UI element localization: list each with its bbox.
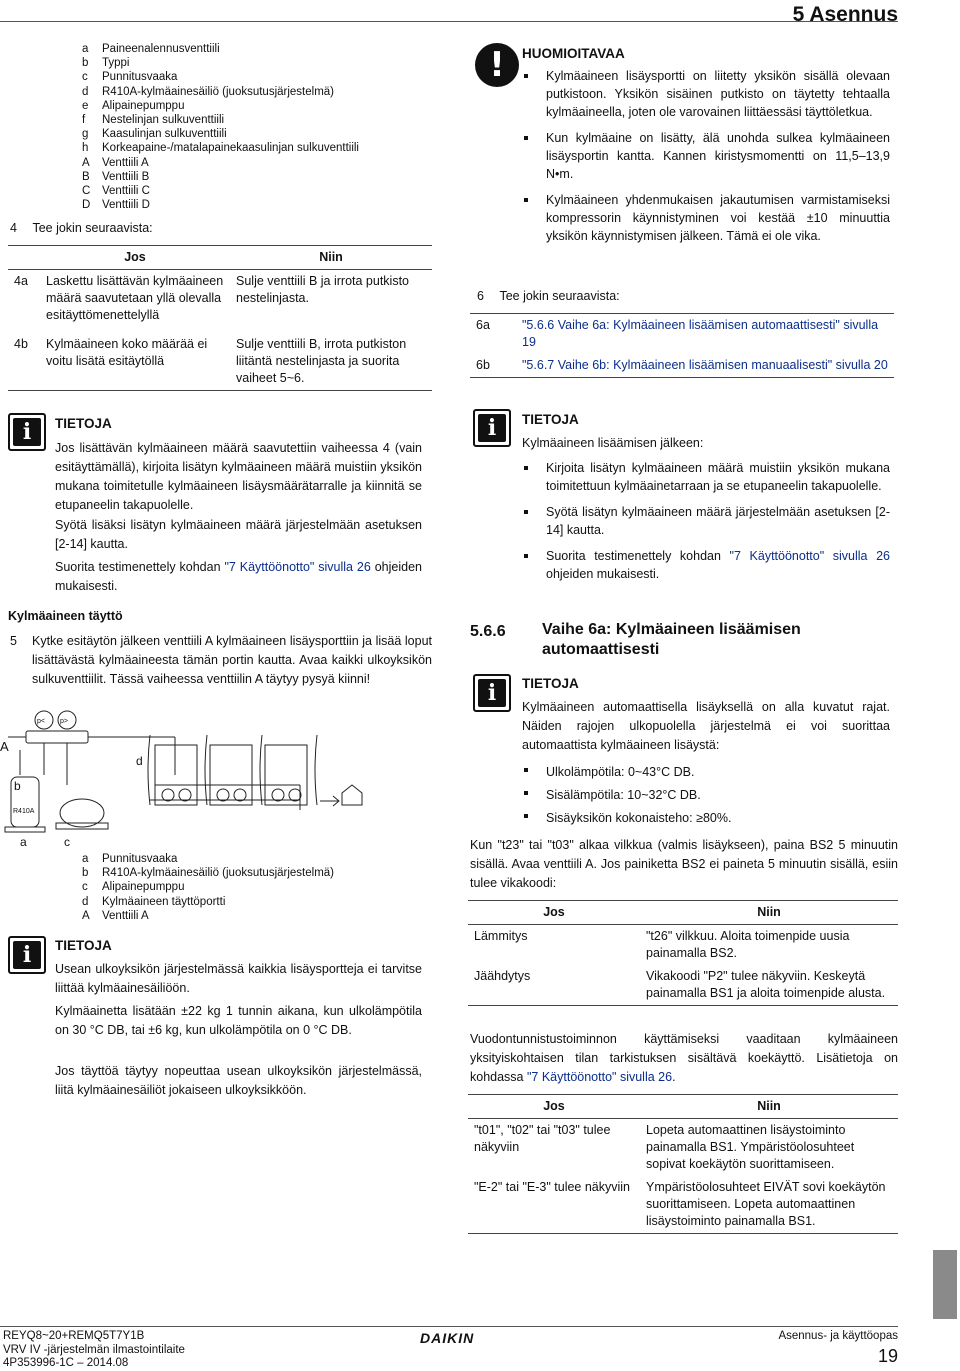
section-number: 5.6.6 [470,623,506,640]
link-step-6b[interactable]: "5.6.7 Vaihe 6b: Kylmäaineen lisäämisen manuaalisesti" sivulla 20 [522,358,888,372]
step-text: Tee jokin seuraavista: [499,289,620,303]
legend-value: Venttiili A [102,909,149,922]
legend-key: h [82,142,89,155]
info-paragraph: Usean ulkoyksikön järjestelmässä kaikkia lisäysportteja ei tarvitse liittää kylmäainesäiliöön. [55,962,422,995]
legend-value: Alipainepumppu [102,881,185,894]
caution-list [522,67,890,245]
link-kayttoonotto[interactable]: "7 Käyttöönotto" sivulla 26 [224,560,371,574]
info-icon: i [8,936,46,974]
diagram-label-A: A [0,739,9,754]
text: Suorita testimenettely kohdan [546,549,730,563]
legend-value: Venttiili D [102,199,150,212]
section-subheading: Kylmäaineen täyttö [8,609,123,623]
refrigerant-charge-diagram [0,705,440,853]
list-item: Syötä lisätyn kylmäaineen määrä järjestelmään asetuksen [2-14] kautta. [522,503,890,539]
table-cell: 4b [8,327,40,391]
daikin-logo: DAIKIN [420,1330,475,1346]
outdoor-unit [265,745,307,805]
caution-title: HUOMIOITAVAA [522,46,625,61]
legend-key: A [82,156,90,169]
legend-key: D [82,199,91,212]
table-step6 [470,313,894,378]
legend-value: Nestelinjan sulkuventtiili [102,114,225,127]
list-item: Sisälämpötila: 10~32°C DB. [522,784,890,807]
info-title: TIETOJA [522,676,579,691]
step-4 [10,219,153,237]
legend-key: C [82,185,91,198]
table-cell: 6a [470,314,516,355]
info-paragraph: Syötä lisäksi lisätyn kylmäaineen määrä järjestelmään asetuksen [2-14] kautta. [55,518,422,551]
legend-item [82,866,334,880]
table-row [8,270,432,328]
table-row [468,1176,898,1234]
legend-bottom [82,852,334,923]
table-cell: Lopeta automaattinen lisäystoiminto painamalla BS1. Ympäristöolosuhteet sopivat koekäytön suorittamiseen. [646,1123,855,1171]
legend-value: Venttiili B [102,170,150,183]
legend-value: Kaasulinjan sulkuventtiili [102,128,227,141]
list-item: Ulkolämpötila: 0~43°C DB. [522,761,890,784]
legend-key: b [82,867,89,880]
legend-value: R410A-kylmäainesäiliö (juoksutusjärjestelmä) [102,85,335,98]
table-cell: Sulje venttiili B, irrota putkiston liitäntä nestelinjasta ja suorita vaiheet 5~6. [230,327,432,391]
list-item [522,547,890,583]
indoor-building [342,785,362,805]
header-rule [0,21,898,22]
legend-top [82,42,359,212]
table-header-cell [8,246,40,270]
table-row [470,314,894,355]
info-icon: i [473,409,511,447]
list-item: Kirjoita lisätyn kylmäaineen määrä muistiin yksikön mukana toimitettuun kylmäainetarraan ja se etupaneelin takapuolelle. [522,459,890,495]
table-row [468,965,898,1006]
legend-key: g [82,128,89,141]
table-step4 [8,245,432,391]
table-cell: Jäähdytys [468,965,640,1006]
legend-value: Venttiili A [102,156,149,169]
legend-key: d [82,895,89,908]
table-header-cell: Niin [640,901,898,925]
info-paragraph: Kylmäainetta lisätään ±22 kg 1 tunnin aikana, kun ulkolämpötila on 30 °C DB, tai ±6 kg, kun ulkolämpötila on 0 °C DB. [55,1004,422,1037]
legend-key: c [82,71,88,84]
link-step-6a[interactable]: "5.6.6 Vaihe 6a: Kylmäaineen lisäämisen automaattisesti" sivulla 19 [522,318,879,349]
legend-item [82,127,359,141]
legend-item [82,909,334,923]
info-paragraph [55,558,422,596]
table-cell: Lämmitys [474,929,528,943]
table-cell: Vikakoodi "P2" tulee näkyviin. Keskeytä painamalla BS1 ja aloita toimenpide alusta. [640,965,898,1006]
table-header-cell: Jos [40,246,230,270]
outdoor-unit [210,745,252,805]
list-item: Kylmäaineen lisäysportti on liitetty yksikön sisällä olevaan putkistoon. Yksikön sisäinen putkisto on täytetty tehtaalla kylmäaineella, joten ole varovainen liittäessäsi täyttöletkua. [522,67,890,121]
table-header-cell: Jos [468,901,640,925]
diagram-label-c: c [64,835,70,849]
list-item: Kylmäaineen yhdenmukaisen jakautumisen varmistamiseksi kompressorin käynnistyminen voi kestää ±10 minuuttia yksikön käynnistymisen jälkeen. Tämä ei ole vika. [522,191,890,245]
step-number: 5 [10,634,17,648]
table-cell: "E-2" tai "E-3" tulee näkyviin [468,1176,640,1234]
info-paragraph: Jos lisättävän kylmäaineen määrä saavutettiin vaiheessa 4 (vain esitäyttämällä), kirjoita lisätyn kylmäaineen määrä muistiin yksikön mukana toimitetulle kylmäaineen lisäysmäärätarralle ja kiinnitä se etupaneelin takapuolelle. [55,441,422,512]
chapter-tab [933,1250,957,1319]
info-paragraph: Kylmäaineen lisäämisen jälkeen: [522,436,704,450]
table-row [470,354,894,378]
legend-value: Punnitusvaaka [102,71,178,84]
legend-key: c [82,881,88,894]
info-list [522,761,890,830]
table-cell: Sulje venttiili B ja irrota putkisto nestelinjasta. [236,274,409,305]
step-text: Kytke esitäytön jälkeen venttiili A kylmäaineen lisäysporttiin ja lisää loput lisättävästä kylmäaineesta tämän portin kautta. Avaa kaikki ulkoyksikön sulkuventtiilit. Tässä vaiheessa venttiilin A täytyy pysyä kiinni! [32,634,432,686]
info-title: TIETOJA [55,416,112,431]
link-kayttoonotto[interactable]: "7 Käyttöönotto" sivulla 26 [526,1070,673,1084]
legend-value: Venttiili C [102,185,150,198]
footer-doc-id: 4P353996-1C – 2014.08 [3,1357,129,1369]
info-icon: i [473,674,511,712]
legend-key: B [82,170,90,183]
tank-label: R410A [13,808,35,815]
table-cell: 6b [470,354,516,378]
info-paragraph: Jos täyttöä täytyy nopeuttaa usean ulkoyksikön järjestelmässä, liitä kylmäainesäiliöt jokaiseen ulkoyksikköön. [55,1064,422,1097]
footer-guide-title: Asennus- ja käyttöopas [778,1330,898,1342]
text: Suorita testimenettely kohdan [55,560,225,574]
legend-value: Alipainepumppu [102,99,185,112]
table-cell: Ympäristöolosuhteet EIVÄT sovi koekäytön suorittamiseen. Lopeta automaattinen lisäystoiminto painamalla BS1. [640,1176,898,1234]
table-cell: 4a [14,274,28,288]
legend-value: Typpi [102,57,130,70]
legend-item [82,70,359,84]
legend-value: R410A-kylmäainesäiliö (juoksutusjärjestelmä) [102,867,335,880]
page-header-title: 5 Asennus [792,3,898,26]
legend-key: d [82,85,89,98]
legend-item [82,170,359,184]
legend-value: Korkeapaine-/matalapainekaasulinjan sulkuventtiili [102,142,359,155]
diagram-label-b: b [14,779,21,793]
info-icon: i [8,413,46,451]
list-item: Kun kylmäaine on lisätty, älä unohda sulkea kylmäaineen lisäysportin kantta. Kannen kiristysmomentti on 11,5–13,9 N•m. [522,129,890,183]
table-header-cell: Niin [640,1095,898,1119]
text: ohjeiden mukaisesti. [546,567,660,581]
footer-left [3,1330,185,1371]
table-header-cell: Jos [468,1095,640,1119]
section-title: Vaihe 6a: Kylmäaineen lisäämisen automaattisesti [542,621,801,658]
legend-item [82,852,334,866]
legend-item [82,56,359,70]
legend-key: f [82,114,86,127]
body-paragraph: Kun "t23" tai "t03" alkaa vilkkua (valmis lisäykseen), paina BS2 5 minuutin sisällä. Avaa venttiili A. Jos painiketta BS2 ei paineta 5 minuutin sisällä, esiin tulee vikakoodi: [470,838,898,890]
legend-item [82,184,359,198]
step-number: 6 [477,289,484,303]
text: ohjeiden mukaisesti. [55,560,422,593]
legend-item [82,141,359,155]
outdoor-unit [155,745,197,805]
footer-system: VRV IV -järjestelmän ilmastointilaite [3,1343,185,1356]
legend-item [82,880,334,894]
legend-item [82,99,359,113]
diagram-label-d: d [136,754,143,768]
link-kayttoonotto[interactable]: "7 Käyttöönotto" sivulla 26 [729,549,891,563]
table-cell [516,314,894,355]
footer-rule [0,1326,898,1327]
legend-value: Kylmäaineen täyttöportti [102,895,226,908]
text: Vuodontunnistustoiminnon käyttämiseksi vaaditaan kylmäaineen yksityiskohtaisen tilan tarkistuksen sisältävä koekäyttö. Lisätietoja on kohdassa [470,1032,898,1084]
warning-icon: ! [475,43,519,87]
legend-key: b [82,57,89,70]
step-text: Tee jokin seuraavista: [32,221,153,235]
table-cell: Kylmäaineen koko määrää ei voitu lisätä esitäytöllä [40,327,230,391]
legend-item [82,895,334,909]
gauge-high-label: p> [60,718,68,725]
info-list [522,459,890,583]
table-row [8,327,432,391]
table-row [468,1119,898,1177]
legend-key: a [82,853,89,865]
diagram-label-a: a [20,835,27,849]
table-cell: "t01", "t02" tai "t03" tulee näkyviin [474,1123,611,1154]
legend-key: A [82,909,90,922]
list-item: Sisäyksikön kokonaisteho: ≥80%. [522,807,890,830]
legend-item [82,156,359,170]
legend-key: e [82,99,89,112]
legend-value: Punnitusvaaka [102,853,178,865]
legend-item [82,113,359,127]
table-cell: "t26" vilkkuu. Aloita toimenpide uusia painamalla BS2. [646,929,850,960]
info-title: TIETOJA [522,412,579,427]
table-error-codes [468,900,898,1006]
table-row [468,925,898,966]
body-paragraph [470,1030,898,1087]
legend-item [82,42,359,56]
legend-item [82,198,359,212]
table-header-cell: Niin [230,246,432,270]
legend-value: Paineenalennusventtiili [102,43,220,55]
gauge-low-label: p< [37,718,45,725]
info-title: TIETOJA [55,938,112,953]
table-cell: Laskettu lisättävän kylmäaineen määrä saavutetaan yllä olevalla esitäyttömenettelyllä [46,274,224,322]
table-cell [516,354,894,378]
step-number: 4 [10,221,17,235]
text: . [672,1070,676,1084]
legend-item [82,85,359,99]
legend-key: a [82,43,89,55]
info-paragraph: Kylmäaineen automaattisella lisäyksellä on alla kuvatut rajat. Näiden rajojen ulkopuolella järjestelmä ei voi suorittaa automaattista kylmäaineen lisäystä: [522,700,890,752]
footer-model: REYQ8~20+REMQ5T7Y1B [3,1330,145,1342]
step-6 [477,287,620,305]
table-test-codes [468,1094,898,1234]
manifold [26,731,88,743]
page-number: 19 [877,1346,898,1366]
